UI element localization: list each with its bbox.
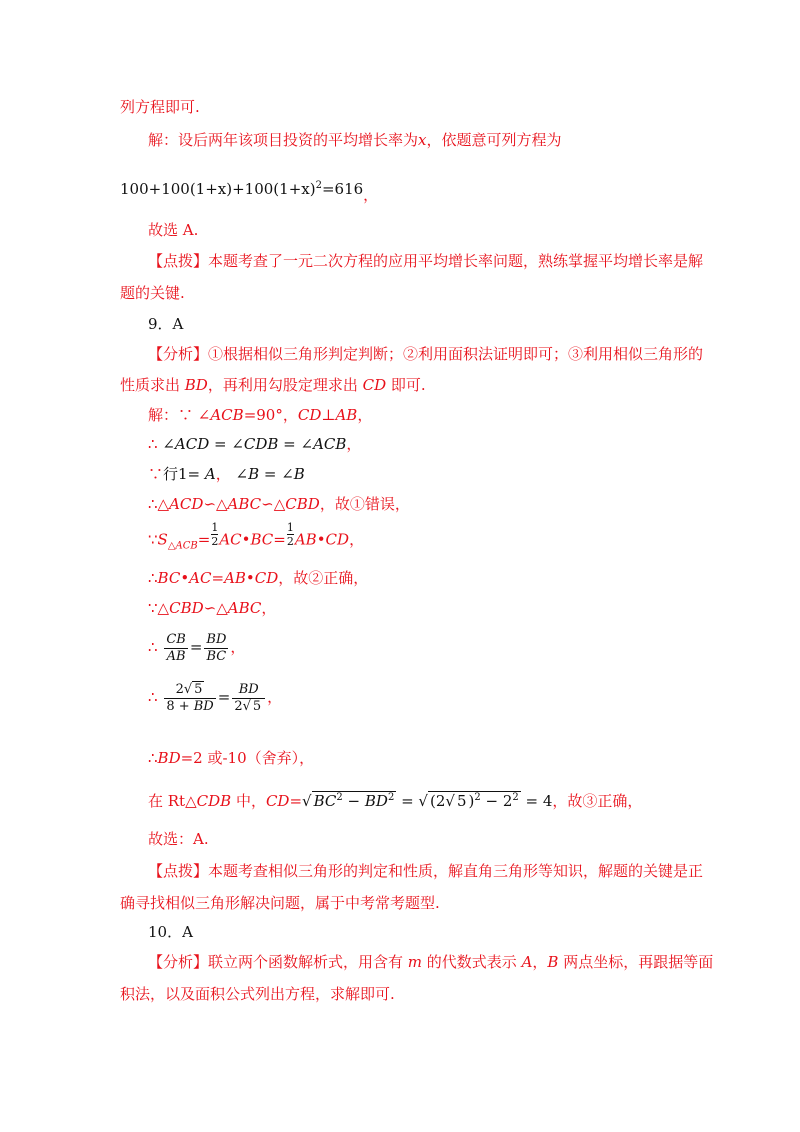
denominator: 2 — [211, 535, 219, 548]
math-text: (2 — [429, 792, 446, 810]
line-text: =2 或-10（舍弃）， — [180, 749, 315, 767]
line-text: = — [211, 569, 225, 587]
line-text: 列方程即可. — [120, 98, 200, 116]
exponent: 2 — [512, 792, 519, 803]
line-text: ∽△ — [203, 495, 228, 513]
line-text: ， — [267, 688, 283, 706]
analysis-line — [148, 344, 703, 364]
fraction-half — [211, 521, 218, 548]
numerator: BD — [206, 631, 227, 647]
equation-text: 100+100(1+x)+100(1+x) — [120, 180, 316, 198]
line-text: ， — [357, 406, 373, 424]
fraction — [204, 632, 228, 665]
analysis-line — [120, 984, 395, 1004]
text-line — [148, 130, 562, 150]
math-text: ∠ACB — [197, 406, 244, 424]
solution-line — [148, 494, 410, 514]
punctuation: ， — [363, 186, 379, 204]
solution-line — [148, 680, 282, 715]
note-line — [120, 283, 185, 303]
denominator: 2 — [286, 535, 294, 548]
line-text: 9．A — [148, 315, 184, 333]
line-text: ∵ — [148, 530, 158, 549]
math-text: = — [217, 688, 231, 706]
fraction: $\frac{2√ 5}{8 + BD}$ — [166, 681, 214, 714]
fraction: $\frac{BD}{2√ 5}$ — [232, 682, 265, 715]
line-text: ， — [532, 953, 548, 971]
line-text: 【点拨】本题考查了一元二次方程的应用平均增长率问题，熟练掌握平均增长率是解 — [148, 252, 704, 270]
solution-line — [148, 464, 305, 484]
radicand: 5 — [456, 792, 467, 810]
line-text: ∴ — [148, 435, 163, 453]
math-text: BD — [364, 792, 388, 810]
line-text: = — [289, 792, 303, 810]
numerator: 2 — [175, 681, 184, 697]
math-text: CDB — [196, 792, 232, 810]
line-text: ∴△ — [148, 495, 170, 513]
line-text: 性质求出 — [120, 376, 185, 394]
line-text: 解：设后两年该项目投资的平均增长率为 — [148, 131, 419, 149]
line-text: ，再利用勾股定理求出 — [207, 376, 363, 394]
numerator: CB — [166, 631, 186, 647]
denominator: 8 + — [166, 698, 194, 714]
math-text: ∠ACD = ∠CDB = ∠ACB — [162, 435, 347, 453]
line-text: 10．A — [148, 923, 193, 941]
text-line — [148, 220, 198, 240]
line-text: ，依题意可列方程为 — [426, 131, 562, 149]
line-text: ， — [261, 599, 277, 617]
numerator: 1 — [211, 521, 219, 534]
math-text: BC — [313, 792, 337, 810]
line-text: 的代数式表示 — [422, 953, 522, 971]
line-text: ∽△ — [203, 599, 228, 617]
analysis-line — [120, 375, 426, 395]
line-text: ∴ — [148, 569, 158, 587]
line-text: ∴ — [148, 688, 163, 706]
line-text: 【点拨】本题考查相似三角形的判定和性质，解直角三角形等知识，解题的关键是正 — [148, 862, 704, 880]
line-text: 确寻找相似三角形解决问题，属于中考常考题型. — [120, 894, 440, 912]
line-text: ， — [349, 530, 365, 549]
line-text: ，故②正确， — [278, 569, 369, 587]
line-text: 故选 A. — [148, 221, 199, 239]
math-text: BC•AC — [157, 569, 212, 587]
line-text: 【分析】①根据相似三角形判定判断；②利用面积法证明即可；③利用相似三角形的 — [148, 345, 704, 363]
denominator: 2 — [234, 698, 243, 714]
denominator: BD — [193, 698, 214, 714]
variable: B — [547, 953, 559, 971]
line-text: ∴ — [148, 638, 163, 656]
equation-text: =616 — [321, 180, 364, 198]
line-text: ， — [346, 435, 362, 453]
math-text: CD — [265, 792, 290, 810]
denominator: AB — [166, 648, 186, 664]
line-text: = — [273, 530, 286, 549]
equation — [120, 176, 379, 204]
math-text: ∠B = ∠B — [235, 465, 305, 483]
math-text: ABC — [227, 599, 262, 617]
line-text: ∵△ — [148, 599, 170, 617]
line-text: ， — [230, 638, 246, 656]
line-text: 中， — [231, 792, 266, 810]
sqrt-expression: √ $BC^2 - BD^2$ = √ (2√ 5 )$^2 - 2^2 = 4$ — [302, 792, 553, 810]
line-text: 故选：A. — [148, 830, 209, 848]
question-number — [148, 922, 193, 942]
note-line — [120, 893, 440, 913]
note-line — [148, 861, 703, 881]
denominator: BC — [206, 648, 227, 664]
line-text: ， — [215, 465, 231, 483]
line-text: 解：∵ — [148, 406, 198, 424]
variable: BD — [184, 376, 208, 394]
math-text: ACD — [169, 495, 204, 513]
math-text: − — [342, 792, 365, 810]
solution-line — [148, 630, 245, 665]
line-text: ∵ — [148, 465, 164, 483]
variable: A — [521, 953, 533, 971]
solution-line — [148, 748, 314, 768]
line-text: ，故①错误， — [319, 495, 410, 513]
fraction — [164, 632, 188, 665]
variable: x — [418, 131, 427, 149]
math-text: S — [157, 530, 168, 549]
math-text: = 4 — [520, 792, 553, 810]
solution-line — [148, 598, 276, 618]
subscript: △ACB — [167, 540, 198, 552]
line-text: ∽△ — [261, 495, 286, 513]
math-text: ) — [468, 792, 475, 810]
math-text: BD — [157, 749, 181, 767]
math-text: CBD — [169, 599, 204, 617]
solution-line — [148, 405, 372, 425]
text-line — [148, 829, 209, 849]
numerator: BD — [232, 682, 265, 699]
math-text: AC•BC — [219, 530, 274, 549]
line-text: 在 Rt△ — [148, 792, 197, 810]
math-text: AB•CD — [224, 569, 279, 587]
line-text: =90°， — [243, 406, 298, 424]
line-text: = — [197, 530, 211, 549]
note-line — [148, 251, 703, 271]
text-line — [120, 97, 200, 117]
line-text: 即可. — [386, 376, 426, 394]
analysis-line — [148, 952, 713, 972]
line-text: ，故③正确， — [552, 792, 643, 810]
math-text: ABC — [227, 495, 262, 513]
math-text: − 2 — [480, 792, 513, 810]
solution-line — [148, 434, 361, 454]
radicand: 5 — [252, 698, 262, 714]
line-text: 积法，以及面积公式列出方程，求解即可. — [120, 985, 395, 1003]
solution-line — [148, 788, 642, 811]
line-text: 【分析】联立两个函数解析式，用含有 — [148, 953, 408, 971]
math-text: 行1= — [163, 465, 205, 483]
math-text: = — [189, 638, 203, 656]
solution-line — [148, 568, 368, 588]
question-number — [148, 314, 183, 334]
math-text: A — [204, 465, 216, 483]
math-text: AB•CD — [294, 530, 350, 549]
exponent: 2 — [474, 792, 481, 803]
variable: CD — [362, 376, 387, 394]
solution-line — [148, 521, 365, 557]
radicand: 5 — [194, 681, 203, 697]
fraction-half — [287, 521, 294, 548]
math-text: CD⊥AB — [297, 406, 358, 424]
numerator: 1 — [286, 521, 294, 534]
math-text: CBD — [285, 495, 320, 513]
exponent: 2 — [336, 792, 343, 803]
exponent: 2 — [387, 792, 395, 803]
variable: m — [407, 953, 423, 971]
line-text: 两点坐标，再跟据等面 — [558, 953, 714, 971]
line-text: 题的关键. — [120, 284, 185, 302]
exponent: 2 — [315, 180, 322, 191]
line-text: ∴ — [148, 749, 158, 767]
